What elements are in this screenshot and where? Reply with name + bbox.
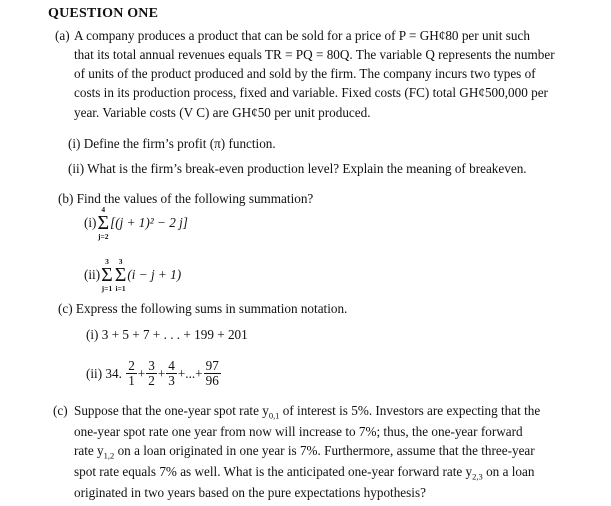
- part-b-heading: (b) Find the values of the following summation?: [58, 191, 314, 206]
- part-c-ii-label: (ii) 34.: [86, 365, 122, 381]
- sigma-upper-limit: 4: [101, 205, 106, 214]
- part-a-line-5: year. Variable costs (V C) are GH¢50 per unit produced.: [74, 104, 371, 120]
- ellipsis: +...+: [177, 365, 203, 381]
- sigma-upper-limit: 3: [118, 257, 123, 266]
- part-b-i-expression: [(j + 1)² − 2 j]: [110, 215, 188, 231]
- summation-sigma-icon: 3 Σ j=1: [101, 257, 113, 293]
- part-c2-line-4: spot rate equals 7% as well. What is the anticipated one-year forward rate $y_{2,3}$ on a loan: [74, 464, 535, 482]
- sigma-lower-limit: j=2: [98, 231, 109, 241]
- summation-sigma-icon: 4 Σ j=2: [97, 205, 110, 241]
- part-b-ii-label: (ii): [84, 267, 101, 283]
- fraction: $\frac{2}{1}$: [128, 358, 135, 388]
- part-b-ii-expression: (i − j + 1): [127, 267, 182, 283]
- sigma-lower-limit: i=1: [115, 283, 126, 293]
- part-c-item-i: (i) 3 + 5 + 7 + . . . + 199 + 201: [86, 327, 248, 342]
- fraction: $\frac{4}{3}$: [168, 358, 175, 388]
- fraction: $\frac{97}{96}$: [205, 358, 219, 388]
- sigma-upper-limit: 3: [105, 257, 109, 266]
- part-b-item-i: [84, 206, 188, 240]
- part-b-i-label: (i): [84, 215, 97, 231]
- sigma-lower-limit: j=1: [101, 283, 113, 293]
- part-a-line-3: of units of the product produced and sold by the firm. The company incurs two types of: [74, 66, 536, 82]
- part-c-item-ii: (ii) 34. $\frac{2}{1}$ + $\frac{3}{2}$ + $\frac{4}{3}$ +...+ $\frac{97}{96}$: [86, 358, 219, 388]
- part-a-line-2: that its total annual revenues equals TR = PQ = 80Q. The variable Q represents the number: [74, 47, 555, 63]
- summation-sigma-icon: 3 Σ i=1: [114, 257, 127, 293]
- part-a-paragraph: [55, 26, 595, 122]
- part-c2-line-2: one-year spot rate one year from now will increase to 7%; thus, the one-year forward: [74, 423, 523, 439]
- part-c2-line-5: originated in two years based on the pure expectations hypothesis?: [74, 485, 426, 500]
- part-a-sub-ii: (ii) What is the firm’s break-even production level? Explain the meaning of breakeven.: [68, 161, 527, 176]
- part-a-sub-i: (i) Define the firm’s profit (π) function.: [68, 136, 276, 151]
- fraction: $\frac{3}{2}$: [148, 358, 155, 388]
- part-a-line-1: A company produces a product that can be sold for a price of P = GH¢80 per unit such: [74, 28, 530, 43]
- part-c2-line-3: rate $y_{1,2}$ on a loan originated in one year is 7%. Furthermore, assume that the three-year: [74, 443, 535, 461]
- part-c2-paragraph: (c) Suppose that the one-year spot rate $y_{0,1}$ of interest is 5%. Investors are expecting that the one-year spot rate one year from now will increase to 7%; thus, the one-year forward rate $y_{1,2}$ on a loan originated in one year is 7%. Furthermore, assume that the three-year spot rate equals 7% as well. What is the anticipated one-year forward rate $y_{2,3}$ on a loan originated in two years based on the pure expectations hypothesis?: [53, 401, 575, 502]
- part-c-heading: (c) Express the following sums in summation notation.: [58, 301, 348, 316]
- part-b-item-ii: [84, 258, 181, 292]
- part-a-line-4: costs in its production process, fixed and variable. Fixed costs (FC) total GH¢500,000 per: [74, 85, 548, 101]
- part-a-label: (a): [55, 28, 70, 43]
- part-c2-label: (c): [53, 403, 68, 418]
- question-title: QUESTION ONE: [48, 6, 159, 21]
